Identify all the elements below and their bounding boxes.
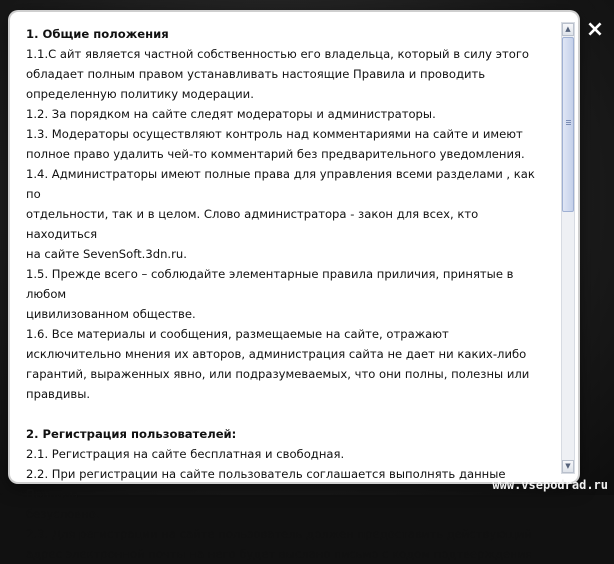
scroll-up-icon[interactable]: ▲ — [562, 23, 574, 36]
text-line: 2.3. Для регистрации на сайте пользователь должен предоставить действующий — [26, 527, 532, 541]
text-line: 1.4. Администраторы имеют полные права для управления всеми разделами , как по — [26, 167, 535, 201]
text-line: 2.1. Регистрация на сайте бесплатная и свободная. — [26, 447, 345, 461]
text-line: обладает полным правом устанавливать настоящие Правила и проводить — [26, 67, 486, 81]
text-line: цивилизованном обществе. — [26, 307, 196, 321]
text-line: определенную политику модерации. — [26, 87, 254, 101]
text-line: 1.1.С айт является частной собственностью его владельца, который в силу этого — [26, 47, 530, 61]
paragraph-gap — [26, 404, 548, 424]
text-line: полное право удалить чей-то комментарий без предварительного уведомления. — [26, 147, 525, 161]
grip-icon — [566, 120, 571, 121]
close-button[interactable]: × — [585, 17, 605, 42]
text-line: 1.5. Прежде всего – соблюдайте элементарные правила приличия, принятые в любом — [26, 267, 514, 301]
text-line: адрес электронной почты на него будет выслано письмо с кодом подтверждения — [26, 547, 533, 561]
text-line: на сайте SevenSoft.3dn.ru. — [26, 247, 187, 261]
text-line: гарантий, выраженных явно, или подразумеваемых, что они полны, полезны или — [26, 367, 530, 381]
section-heading: 2. Регистрация пользователей: — [26, 427, 237, 441]
text-line: отдельности, так и в целом. Слово администратора - закон для всех, кто находиться — [26, 207, 479, 241]
section-heading: 1. Общие положения — [26, 27, 169, 41]
text-line: 1.2. За порядком на сайте следят модераторы и администраторы. — [26, 107, 436, 121]
vertical-scrollbar[interactable] — [561, 22, 575, 474]
text-line: 1.3. Модераторы осуществляют контроль над комментариями на сайте и имеют — [26, 127, 523, 141]
scroll-down-icon[interactable]: ▼ — [562, 460, 574, 473]
text-line: 1.6. Все материалы и сообщения, размещаемые на сайте, отражают — [26, 327, 449, 341]
watermark: www.vsepodrad.ru — [492, 478, 608, 492]
scroll-thumb[interactable] — [562, 37, 574, 212]
text-line: безусловно. — [26, 507, 100, 521]
text-line: правдивы. — [26, 387, 91, 401]
rules-text — [26, 24, 548, 561]
text-line: 2.2. При регистрации на сайте пользователь соглашается выполнять данные Правила — [26, 467, 506, 501]
text-line: исключительно мнения их авторов, администрация сайта не дает ни каких-либо — [26, 347, 527, 361]
